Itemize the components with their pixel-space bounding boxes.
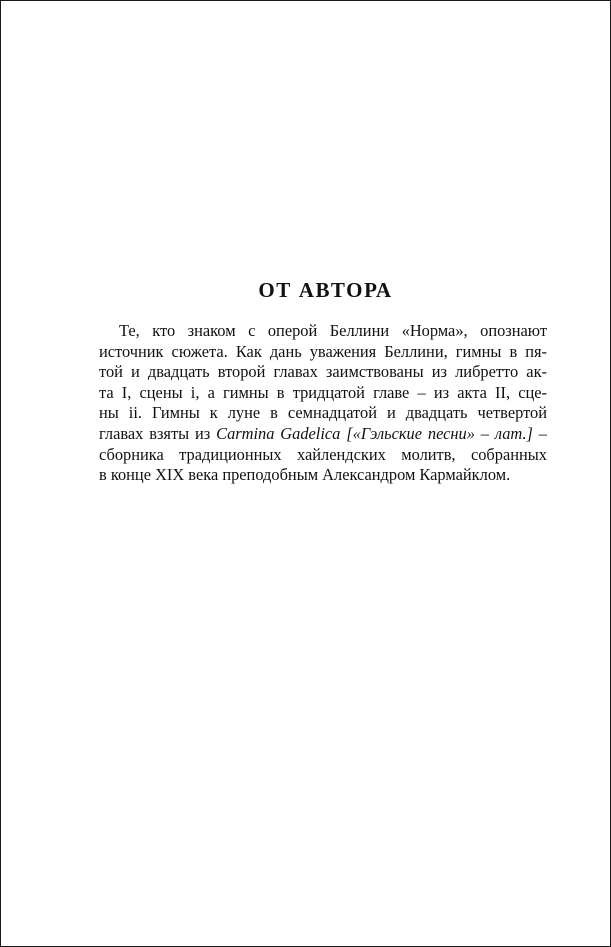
- text-line: Те, кто знаком с оперой Беллини «Норма», опознают: [119, 321, 547, 340]
- work-title-italic: Carmina Gadelica: [216, 423, 341, 443]
- text-line: той и двадцать второй главах заимствованы из либретто ак-: [99, 362, 547, 382]
- text-line: источник сюжета. Как дань уважения Беллини, гимны в пя-: [99, 341, 547, 361]
- translator-note: [«Гэльские песни» – лат.] –: [340, 423, 547, 443]
- section-heading: ОТ АВТОРА: [258, 278, 393, 302]
- text-line: ны ii. Гимны к луне в семнадцатой и двадцать четвертой: [99, 403, 547, 423]
- author-note-paragraph: [99, 321, 547, 486]
- text-line: сборника традиционных хайлендских молитв, собранных: [99, 444, 547, 464]
- text-line: в конце XIX века преподобным Александром Кармайклом.: [99, 465, 511, 485]
- line-prefix: главах взяты из: [99, 423, 217, 443]
- text-line-with-title: [99, 424, 547, 445]
- text-line: та I, сцены i, а гимны в тридцатой главе – из акта II, сце-: [99, 382, 547, 402]
